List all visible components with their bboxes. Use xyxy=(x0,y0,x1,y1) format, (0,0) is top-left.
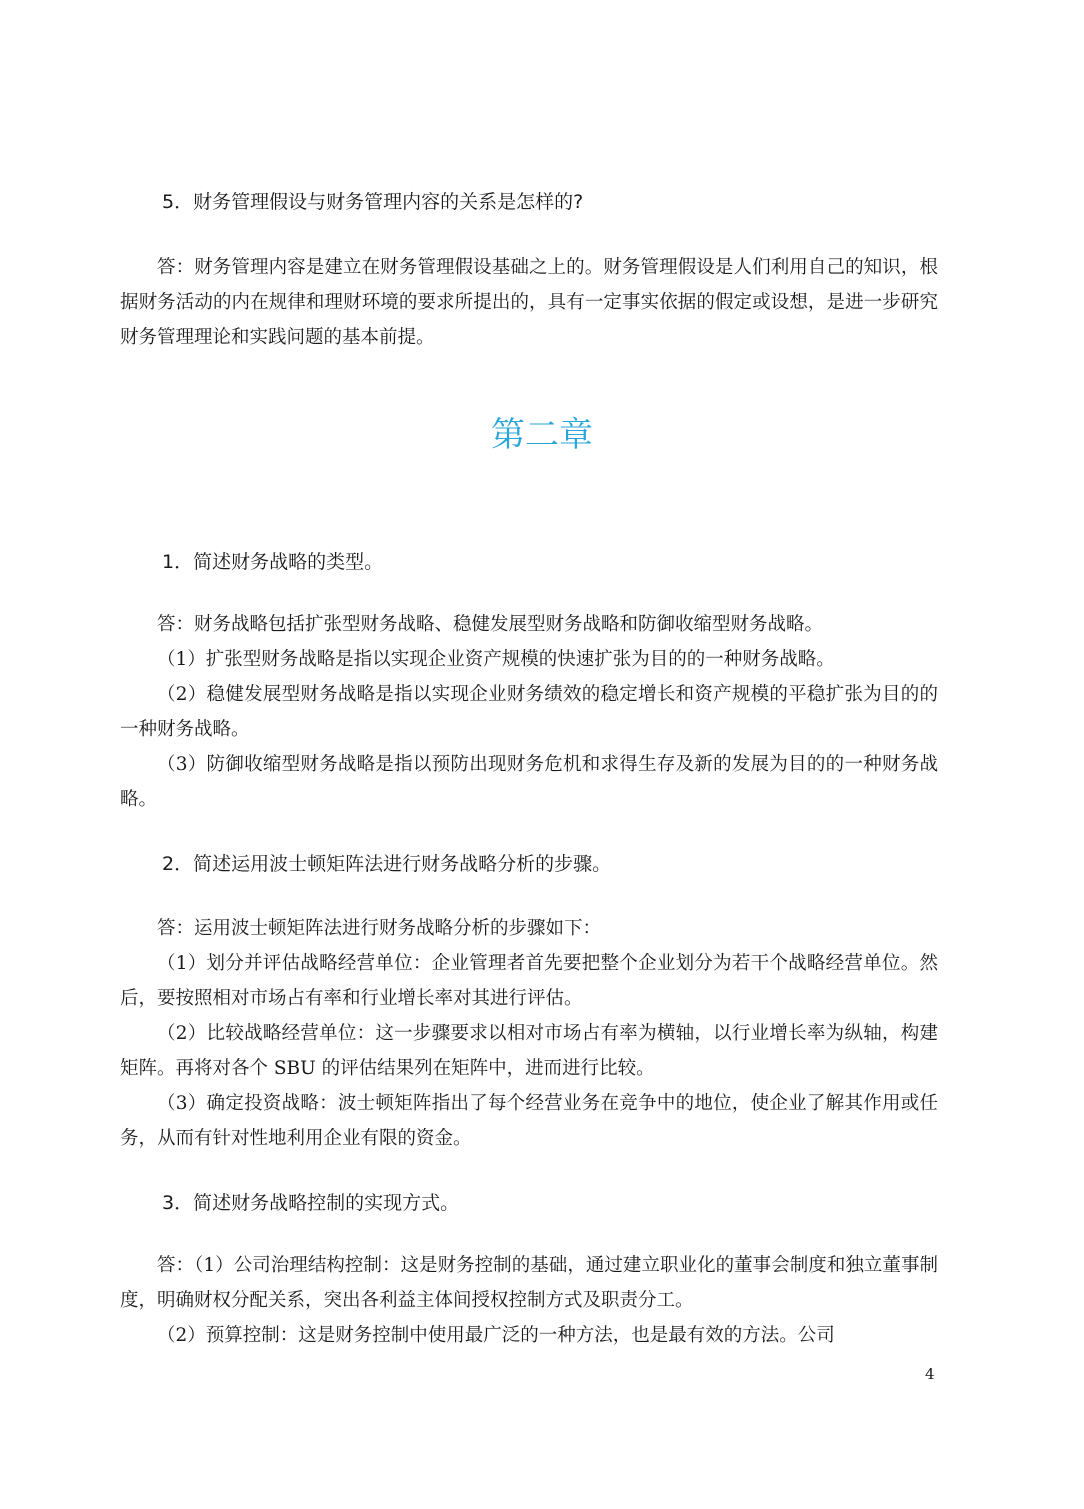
answer-paragraph: 答：财务战略包括扩张型财务战略、稳健发展型财务战略和防御收缩型财务战略。 xyxy=(157,614,824,635)
answer-paragraph: 答：运用波士顿矩阵法进行财务战略分析的步骤如下： xyxy=(157,918,602,939)
chapter-title: 第二章 xyxy=(491,415,593,455)
answer-paragraph: （2）预算控制：这是财务控制中使用最广泛的一种方法，也是最有效的方法。公司 xyxy=(157,1325,835,1346)
answer-paragraph: （1）扩张型财务战略是指以实现企业资产规模的快速扩张为目的的一种财务战略。 xyxy=(157,649,835,670)
answer-paragraph: 答：财务管理内容是建立在财务管理假设基础之上的。财务管理假设是人们利用自己的知识，根据财务活动的内在规律和理财环境的要求所提出的，具有一定事实依据的假定或设想，是进一步研究财务管理理论和实践问题的基本前提。 xyxy=(120,257,938,348)
question-heading: 3．简述财务战略控制的实现方式。 xyxy=(162,1192,460,1214)
question-heading: 5．财务管理假设与财务管理内容的关系是怎样的? xyxy=(162,191,584,213)
answer-paragraph: （1）划分并评估战略经营单位：企业管理者首先要把整个企业划分为若干个战略经营单位。然后，要按照相对市场占有率和行业增长率对其进行评估。 xyxy=(120,953,938,1009)
answer-block xyxy=(120,250,938,355)
answer-paragraph: （3）确定投资战略：波士顿矩阵指出了每个经营业务在竞争中的地位，使企业了解其作用或任务，从而有针对性地利用企业有限的资金。 xyxy=(120,1093,938,1149)
page-number: 4 xyxy=(925,1365,935,1383)
answer-block xyxy=(120,1248,938,1353)
answer-block xyxy=(120,607,938,817)
question-heading: 2．简述运用波士顿矩阵法进行财务战略分析的步骤。 xyxy=(162,853,612,875)
answer-paragraph: （2）稳健发展型财务战略是指以实现企业财务绩效的稳定增长和资产规模的平稳扩张为目的的一种财务战略。 xyxy=(120,684,938,740)
answer-paragraph: （2）比较战略经营单位：这一步骤要求以相对市场占有率为横轴，以行业增长率为纵轴，构建矩阵。再将对各个 SBU 的评估结果列在矩阵中，进而进行比较。 xyxy=(120,1023,938,1079)
answer-paragraph: （3）防御收缩型财务战略是指以预防出现财务危机和求得生存及新的发展为目的的一种财务战略。 xyxy=(120,754,938,810)
question-heading: 1．简述财务战略的类型。 xyxy=(162,551,384,573)
answer-paragraph: 答：（1）公司治理结构控制：这是财务控制的基础，通过建立职业化的董事会制度和独立董事制度，明确财权分配关系，突出各利益主体间授权控制方式及职责分工。 xyxy=(120,1255,938,1311)
answer-block xyxy=(120,911,938,1156)
